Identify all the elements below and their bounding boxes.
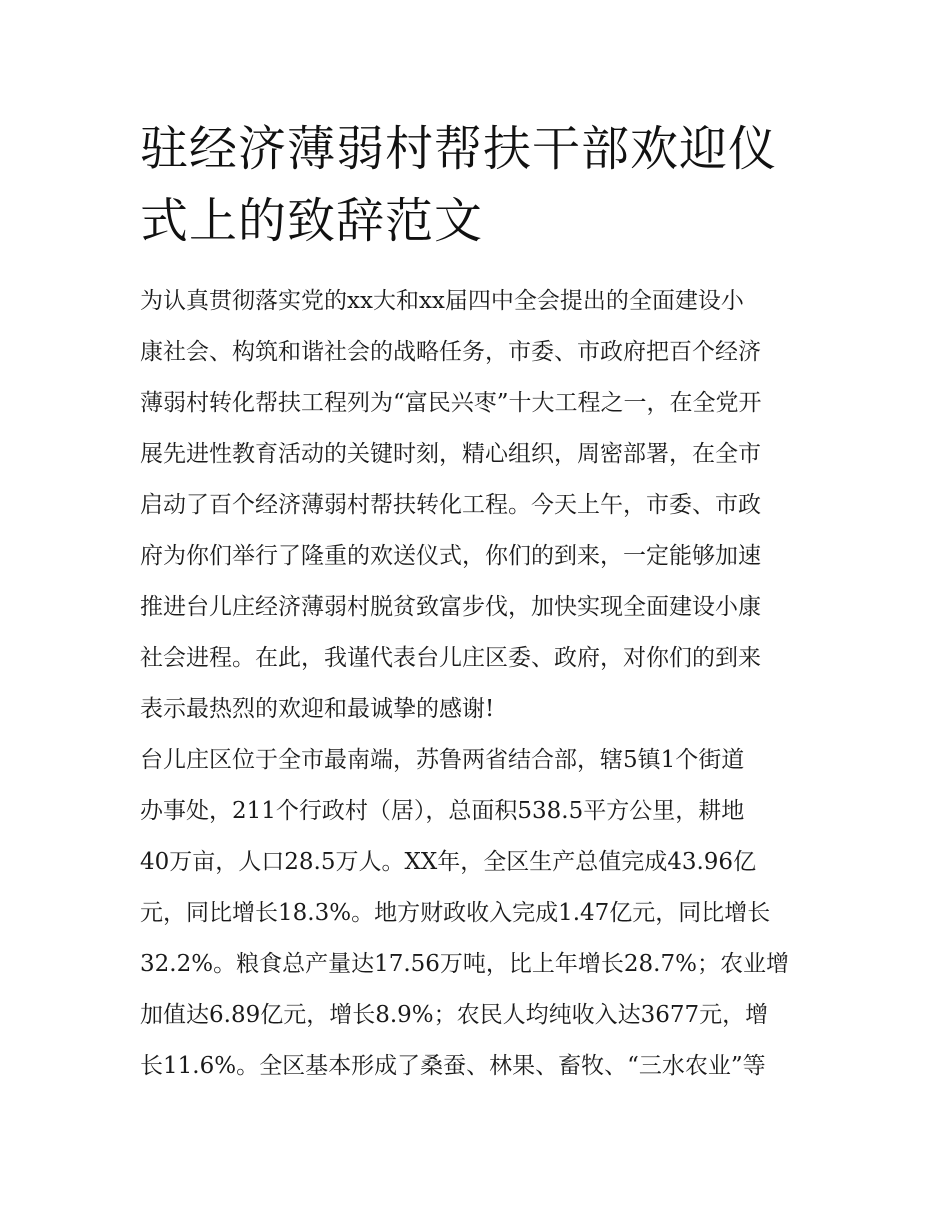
title-line: 驻经济薄弱村帮扶干部欢迎仪 (140, 121, 778, 177)
text-line: 府为你们举行了隆重的欢送仪式，你们的到来，一定能够加速 (140, 543, 761, 569)
paragraph-1 (140, 276, 820, 735)
text-line: 台儿庄区位于全市最南端，苏鲁两省结合部，辖5镇1个街道 (140, 747, 745, 773)
text-line: 办事处，211个行政村（居），总面积538.5平方公里，耕地 (140, 798, 745, 824)
text-line: 表示最热烈的欢迎和最诚挚的感谢! (140, 696, 495, 722)
text-line: 为认真贯彻落实党的xx大和xx届四中全会提出的全面建设小 (140, 288, 744, 314)
paragraph-2 (140, 735, 820, 1092)
document-body (140, 276, 820, 1092)
text-line: 启动了百个经济薄弱村帮扶转化工程。今天上午，市委、市政 (140, 492, 761, 518)
document-title (140, 113, 830, 257)
text-line: 康社会、构筑和谐社会的战略任务，市委、市政府把百个经济 (140, 339, 761, 365)
title-line: 式上的致辞范文 (140, 193, 484, 249)
text-line: 元，同比增长18.3%。地方财政收入完成1.47亿元，同比增长 (140, 900, 771, 926)
text-line: 展先进性教育活动的关键时刻，精心组织，周密部署，在全市 (140, 441, 761, 467)
text-line: 推进台儿庄经济薄弱村脱贫致富步伐，加快实现全面建设小康 (140, 594, 761, 620)
text-line: 薄弱村转化帮扶工程列为“富民兴枣”十大工程之一，在全党开 (140, 390, 762, 416)
text-line: 加值达6.89亿元，增长8.9%；农民人均纯收入达3677元，增 (140, 1002, 769, 1028)
text-line: 40万亩，人口28.5万人。XX年，全区生产总值完成43.96亿 (140, 849, 757, 875)
text-line: 长11.6%。全区基本形成了桑蚕、林果、畜牧、“三水农业”等 (140, 1053, 766, 1079)
text-line: 社会进程。在此，我谨代表台儿庄区委、政府，对你们的到来 (140, 645, 761, 671)
text-line: 32.2%。粮食总产量达17.56万吨，比上年增长28.7%；农业增 (140, 951, 789, 977)
